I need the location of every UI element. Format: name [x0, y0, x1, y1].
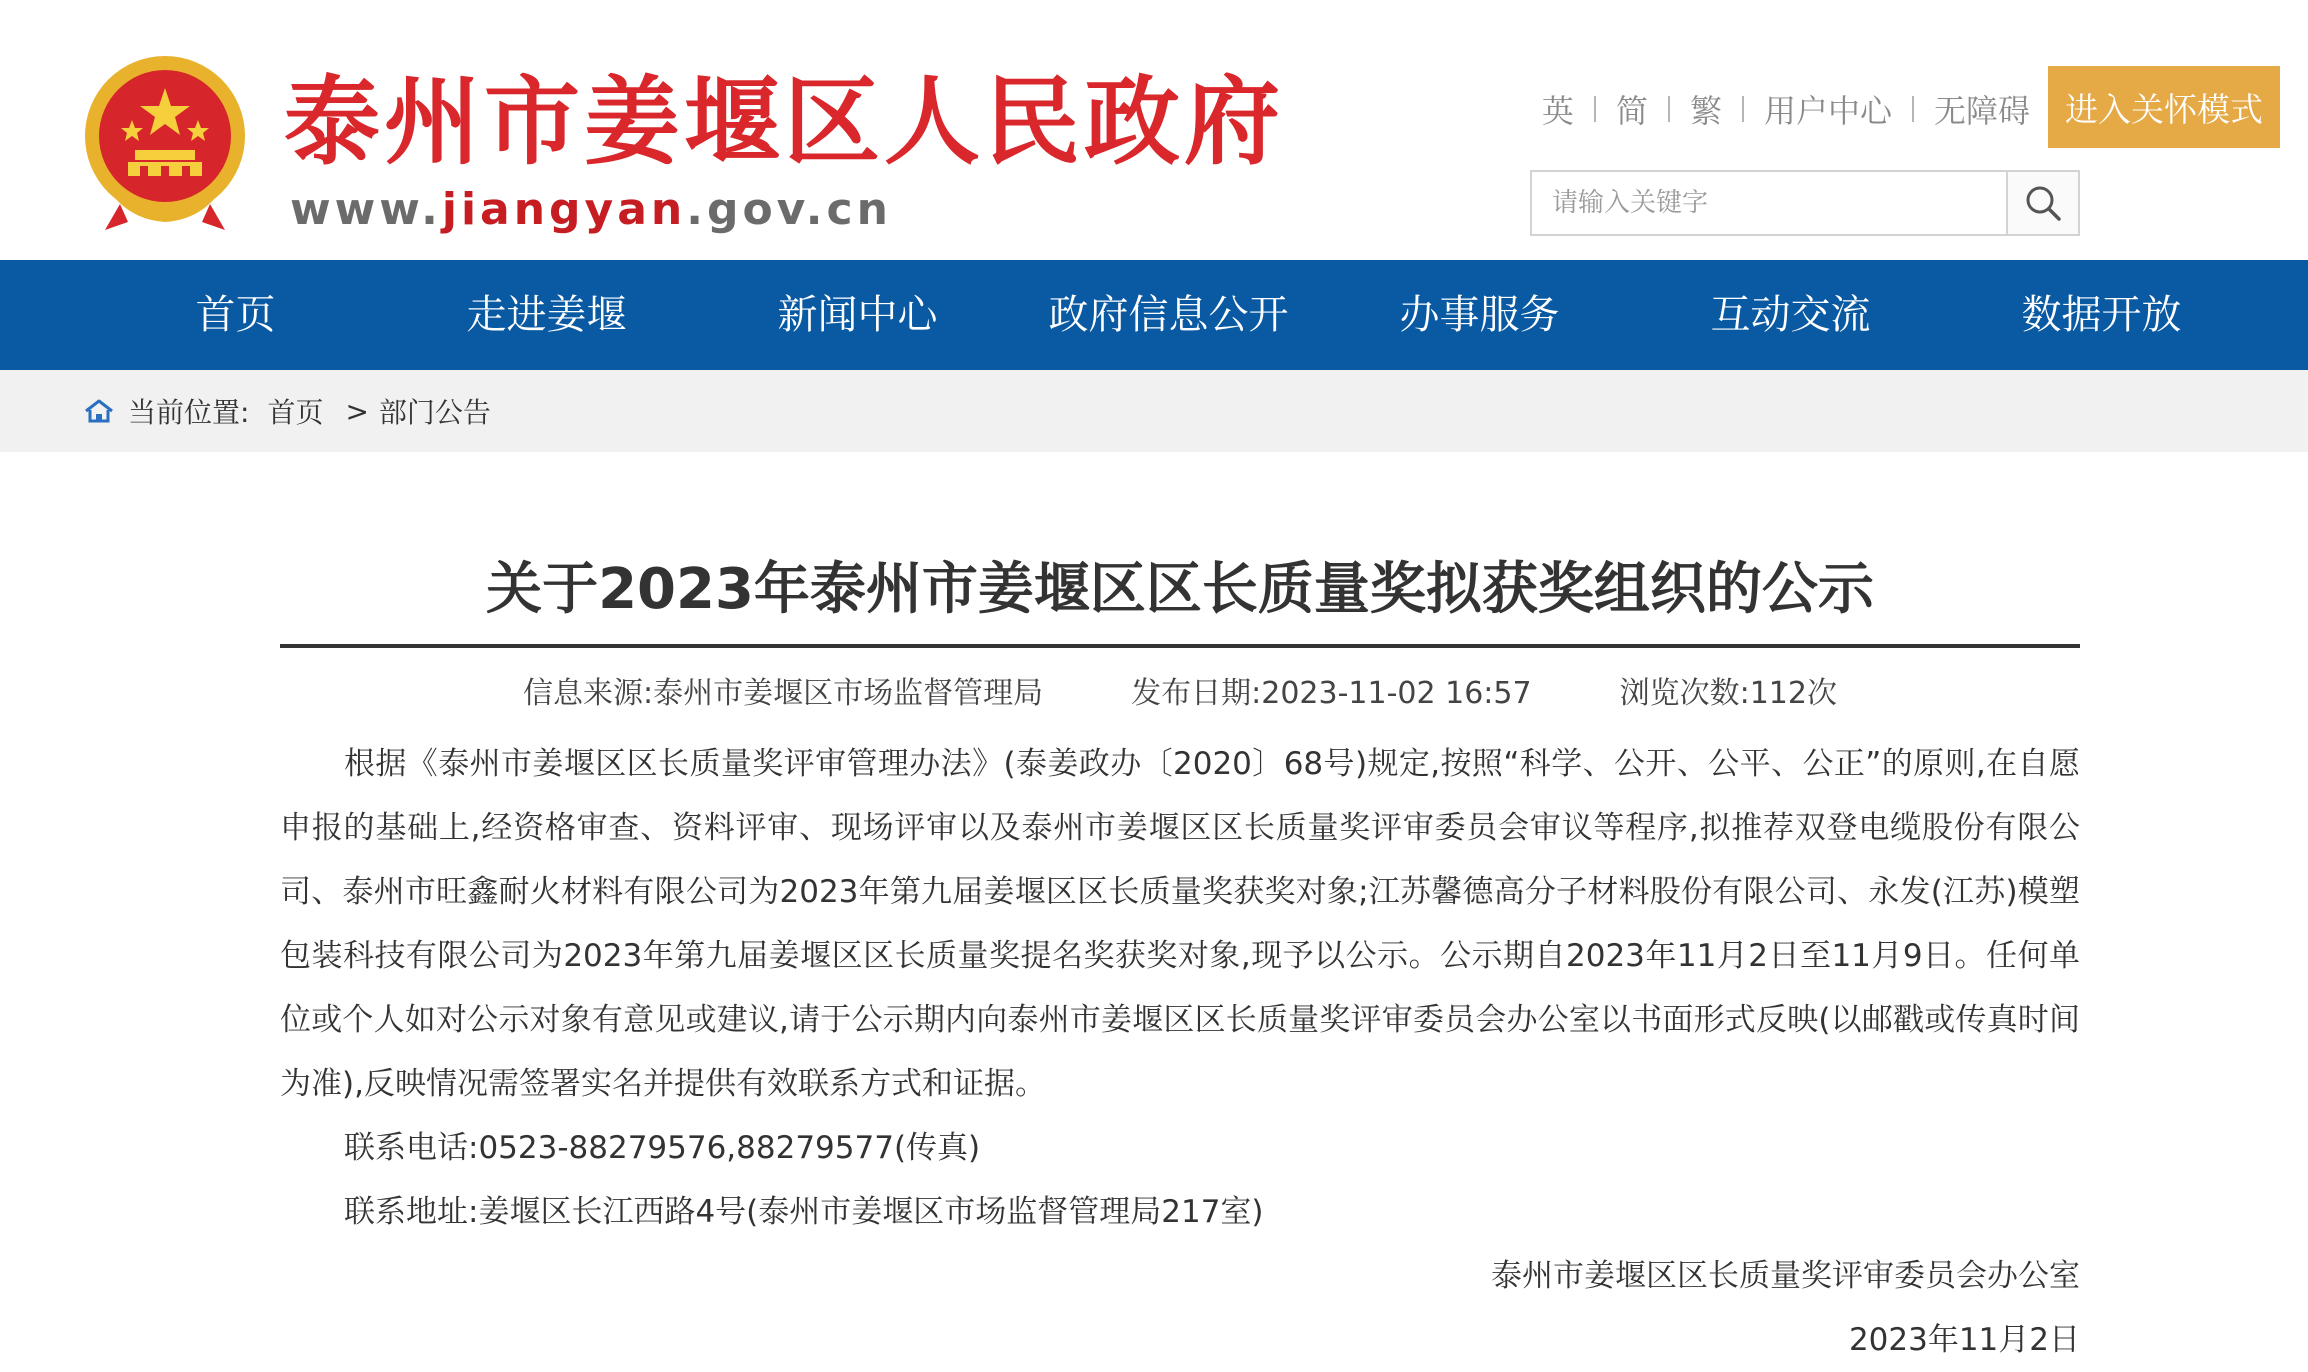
- article-views: 浏览次数:112次: [1619, 676, 1837, 711]
- care-mode-button[interactable]: 进入关怀模式: [2048, 66, 2280, 148]
- toplink-divider: [1912, 96, 1914, 122]
- main-nav: [0, 260, 2308, 370]
- site-header: [0, 0, 2308, 260]
- article-paragraph: 根据《泰州市姜堰区区长质量奖评审管理办法》(泰姜政办〔2020〕68号)规定,按照“科学、公开、公平、公正”的原则,在自愿申报的基础上,经资格审查、资料评审、现场评审以及泰州市姜堰区区长质量奖评审委员会审议等程序,拟推荐双登电缆股份有限公司、泰州市旺鑫耐火材料有限公司为2023年第九届姜堰区区长质量奖获奖对象;江苏馨德高分子材料股份有限公司、永发(江苏)模塑包装科技有限公司为2023年第九届姜堰区区长质量奖提名奖获奖对象,现予以公示。公示期自2023年11月2日至11月9日。任何单位或个人如对公示对象有意见或建议,请于公示期内向泰州市姜堰区区长质量奖评审委员会办公室以书面形式反映(以邮戳或传真时间为准),反映情况需签署实名并提供有效联系方式和证据。: [280, 746, 2080, 1102]
- search-icon: [2024, 184, 2062, 222]
- home-icon: [84, 398, 114, 424]
- toplink-simplified[interactable]: 简: [1615, 92, 1648, 130]
- contact-address: 联系地址:姜堰区长江西路4号(泰州市姜堰区市场监督管理局217室): [344, 1194, 1264, 1230]
- top-links: [1542, 86, 2030, 132]
- toplink-accessibility[interactable]: 无障碍: [1933, 92, 2030, 130]
- site-url-prefix: www.: [290, 184, 442, 235]
- nav-item-about-jiangyan[interactable]: 走进姜堰: [466, 292, 627, 338]
- article: [280, 452, 2080, 1372]
- site-url-suffix: .gov.cn: [686, 184, 892, 235]
- nav-item-news[interactable]: 新闻中心: [777, 292, 938, 338]
- breadcrumb-home-link[interactable]: 首页: [267, 396, 324, 429]
- breadcrumb-current[interactable]: 部门公告: [378, 396, 491, 429]
- search-button[interactable]: [2006, 172, 2078, 234]
- site-url[interactable]: [290, 184, 892, 236]
- toplink-divider: [1668, 96, 1670, 122]
- toplink-divider: [1742, 96, 1744, 122]
- toplink-traditional[interactable]: 繁: [1689, 92, 1722, 130]
- site-url-highlight: jiangyan: [441, 184, 687, 235]
- article-body: [280, 732, 2080, 1372]
- nav-item-services[interactable]: 办事服务: [1399, 292, 1560, 338]
- toplink-user-center[interactable]: 用户中心: [1763, 92, 1892, 130]
- site-title[interactable]: 泰州市姜堰区人民政府: [284, 66, 1284, 178]
- breadcrumb: [0, 370, 2308, 452]
- article-meta: [280, 648, 2080, 732]
- breadcrumb-prefix: 当前位置:: [128, 396, 250, 429]
- nav-item-gov-info[interactable]: 政府信息公开: [1048, 292, 1289, 338]
- toplink-divider: [1594, 96, 1596, 122]
- contact-phone: 联系电话:0523-88279576,88279577(传真): [344, 1130, 981, 1166]
- search-box: [1530, 170, 2080, 236]
- article-date: 发布日期:2023-11-02 16:57: [1131, 676, 1532, 711]
- nav-item-open-data[interactable]: 数据开放: [2021, 292, 2182, 338]
- article-sign-date: 2023年11月2日: [1848, 1322, 2080, 1358]
- article-source: 信息来源:泰州市姜堰区市场监督管理局: [523, 676, 1044, 711]
- article-signature: 泰州市姜堰区区长质量奖评审委员会办公室: [1491, 1258, 2080, 1294]
- search-input[interactable]: [1532, 172, 2006, 234]
- toplink-english[interactable]: 英: [1541, 92, 1574, 130]
- nav-item-home[interactable]: 首页: [195, 292, 276, 338]
- national-emblem-icon[interactable]: [80, 54, 250, 234]
- breadcrumb-separator: >: [345, 394, 369, 428]
- nav-item-interaction[interactable]: 互动交流: [1710, 292, 1871, 338]
- article-title: 关于2023年泰州市姜堰区区长质量奖拟获奖组织的公示: [486, 557, 1874, 622]
